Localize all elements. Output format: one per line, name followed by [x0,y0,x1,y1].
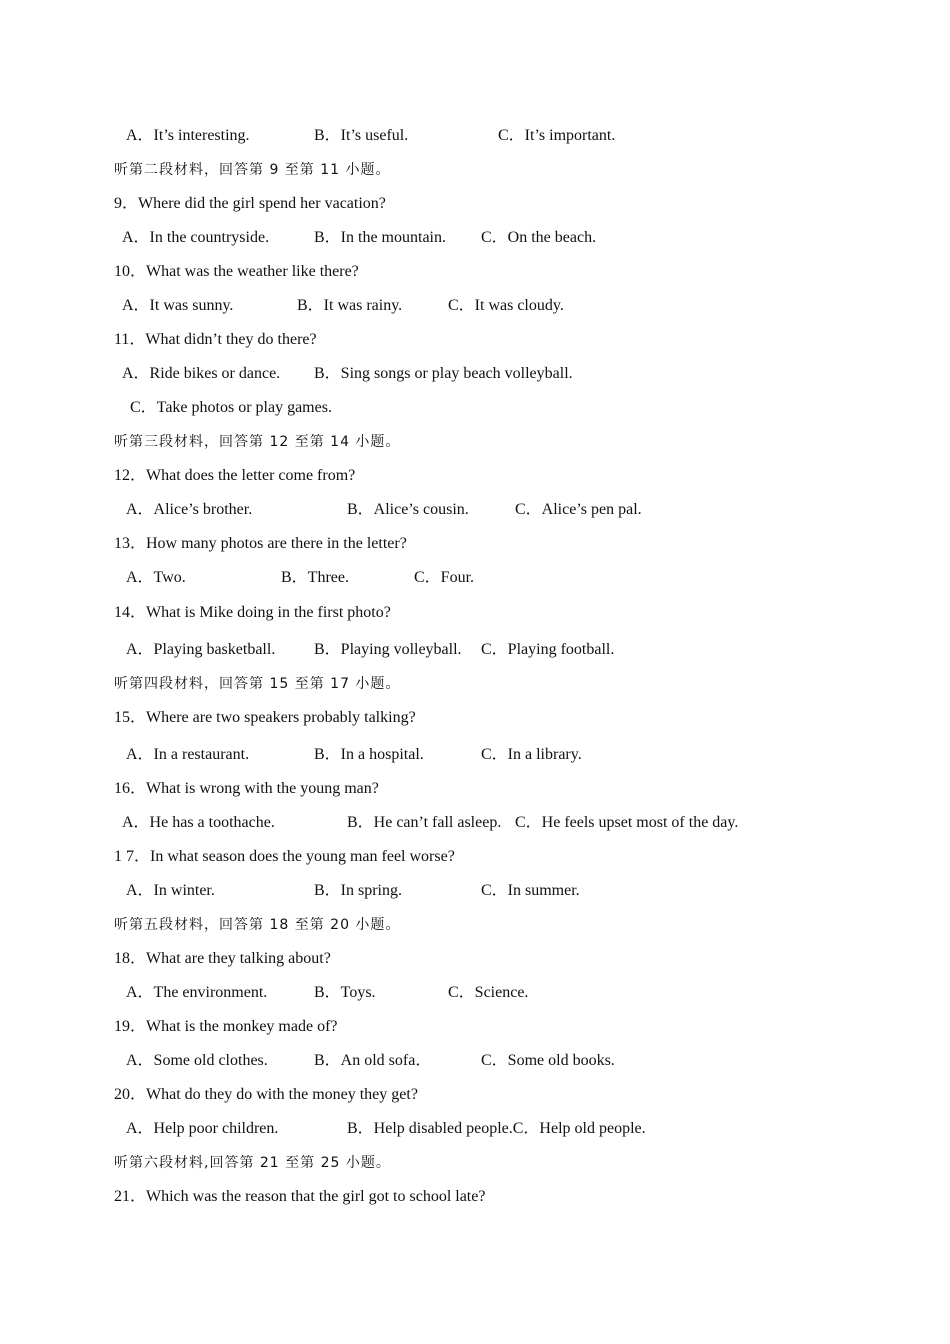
option-c: C．Alice’s pen pal. [515,501,642,518]
option-a: A．Playing basketball. [126,641,276,658]
option-a: A．The environment. [126,984,268,1001]
option-a: A．Ride bikes or dance. [122,365,281,382]
option-b: B．Alice’s cousin. [347,501,469,518]
option-b: B．It’s useful. [314,127,409,144]
section-heading: 听第六段材料,回答第 21 至第 25 小题。 [114,1155,391,1171]
option-b: B．It was rainy. [297,297,403,314]
question-text: 11．What didn’t they do there? [114,331,317,348]
question-text: 18．What are they talking about? [114,950,331,967]
question-text: 14．What is Mike doing in the first photo? [114,604,391,621]
question-text: 9．Where did the girl spend her vacation? [114,195,386,212]
option-c: C．In summer. [481,882,580,899]
option-a: A．Alice’s brother. [126,501,253,518]
option-b: B．Sing songs or play beach volleyball. [314,365,573,382]
section-heading: 听第三段材料，回答第 12 至第 14 小题。 [114,434,401,450]
question-text: 15．Where are two speakers probably talking? [114,709,416,726]
question-text: 21．Which was the reason that the girl got to school late? [114,1188,486,1205]
option-a: A．It was sunny. [122,297,234,314]
section-heading: 听第五段材料，回答第 18 至第 20 小题。 [114,917,401,933]
option-c: C．Take photos or play games. [130,399,332,416]
option-b: B．Three. [281,569,349,586]
option-a: A．In the countryside. [122,229,270,246]
question-text: 16．What is wrong with the young man? [114,780,379,797]
option-b: B．Toys. [314,984,376,1001]
section-heading: 听第二段材料，回答第 9 至第 11 小题。 [114,162,391,178]
option-b: B．An old sofa． [314,1052,432,1069]
question-text: 1 7．In what season does the young man feel worse? [114,848,455,865]
option-b: B．In spring. [314,882,403,899]
option-b: B．In the mountain. [314,229,446,246]
option-b: B．In a hospital. [314,746,424,763]
option-a: A．Two. [126,569,186,586]
question-text: 20．What do they do with the money they get? [114,1086,418,1103]
option-c: C．In a library. [481,746,582,763]
option-c: C．On the beach. [481,229,597,246]
question-text: 10．What was the weather like there? [114,263,359,280]
option-b: B．He can’t fall asleep. [347,814,502,831]
option-a: A．In a restaurant. [126,746,250,763]
option-c: C．It was cloudy. [448,297,564,314]
option-b: B．Help disabled people.C．Help old people. [347,1120,646,1137]
option-a: A．Some old clothes. [126,1052,268,1069]
option-a: A．He has a toothache. [122,814,275,831]
option-c: C．It’s important. [498,127,616,144]
section-heading: 听第四段材料，回答第 15 至第 17 小题。 [114,676,401,692]
question-text: 19．What is the monkey made of? [114,1018,338,1035]
question-text: 13．How many photos are there in the letter? [114,535,407,552]
option-a: A．Help poor children. [126,1120,279,1137]
option-a: A．In winter. [126,882,215,899]
option-c: C．He feels upset most of the day. [515,814,739,831]
question-text: 12．What does the letter come from? [114,467,356,484]
option-c: C．Science. [448,984,529,1001]
option-a: A．It’s interesting. [126,127,250,144]
option-b: B．Playing volleyball. [314,641,462,658]
option-c: C．Some old books. [481,1052,615,1069]
option-c: C．Four. [414,569,475,586]
option-c: C．Playing football. [481,641,615,658]
